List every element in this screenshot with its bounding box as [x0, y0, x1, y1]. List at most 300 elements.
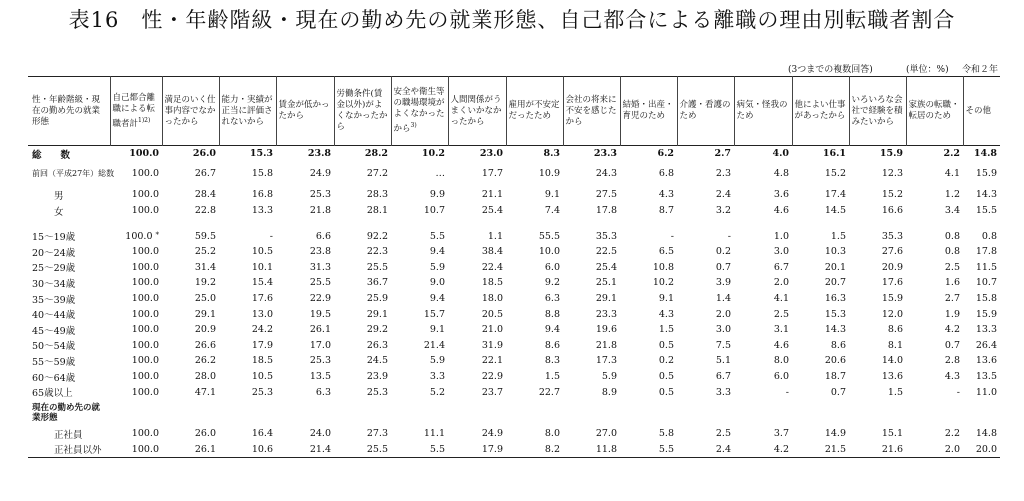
cell-value: 16.8	[251, 189, 273, 201]
cell-value: 1.6	[944, 277, 960, 289]
cell-value: 19.5	[309, 308, 331, 320]
cell-value: 23.3	[593, 148, 617, 160]
cell-value: 21.4	[423, 339, 445, 351]
cell-value: 17.4	[824, 189, 846, 201]
cell-value: 2.3	[715, 167, 731, 179]
cell-value: 100.0	[131, 324, 159, 336]
cell-value: 0.2	[715, 246, 731, 258]
cell-value: 18.5	[251, 355, 273, 367]
cell-value: 9.4	[429, 246, 445, 258]
row-label: 60～64歳	[32, 372, 76, 384]
table-row	[28, 384, 1000, 400]
cell-value: 17.3	[595, 355, 617, 367]
header-total: 自己都合離職による転職者計$^{1)2)}$	[110, 77, 162, 146]
cell-value: 15.1	[881, 428, 903, 440]
cell-value: 25.1	[595, 277, 617, 289]
cell-value: 21.8	[309, 205, 331, 217]
cell-value: 9.4	[544, 324, 560, 336]
cell-value: 3.9	[715, 277, 731, 289]
cell-value: 4.2	[944, 324, 960, 336]
cell-value: 8.9	[601, 386, 617, 398]
header-family-relocation: 家族の転職・転居のため	[906, 77, 963, 146]
table-row	[28, 166, 1000, 182]
cell-value: 21.1	[481, 189, 503, 201]
cell-value: 35.3	[595, 230, 617, 242]
cell-value: 3.4	[944, 205, 960, 217]
cell-value: 21.5	[792, 442, 849, 458]
row-label: 55～59歳	[32, 356, 76, 368]
row-label: 正社員	[54, 429, 83, 441]
cell-value: 22.5	[595, 246, 617, 258]
cell-value: 4.3	[944, 371, 960, 383]
cell-value: 5.5	[391, 442, 448, 458]
cell-value: 15.9	[975, 308, 997, 320]
cell-value: 13.3	[975, 324, 997, 336]
section-label: 現在の勤め先の就業形態	[32, 402, 101, 423]
cell-value: -	[727, 230, 731, 242]
row-label: 65歳以上	[32, 388, 73, 400]
cell-value: 13.5	[309, 371, 331, 383]
table-row	[28, 275, 1000, 291]
cell-value: 10.5	[251, 246, 273, 258]
cell-value: 3.0	[715, 324, 731, 336]
cell-value: 14.0	[881, 355, 903, 367]
cell-value: 100.0	[131, 355, 159, 367]
cell-value: 100.0	[131, 167, 159, 179]
table-row	[28, 442, 1000, 458]
cell-value: 11.5	[975, 261, 997, 273]
cell-value: 8.0	[544, 428, 560, 440]
cell-value: 17.9	[251, 339, 273, 351]
cell-value: 24.0	[309, 428, 331, 440]
cell-value: 8.2	[506, 442, 563, 458]
table-row	[28, 146, 1000, 162]
cell-value: 4.6	[773, 339, 789, 351]
cell-value: 28.0	[194, 371, 216, 383]
cell-value: 0.7	[944, 339, 960, 351]
cell-value: 20.1	[824, 261, 846, 273]
cell-value: 2.5	[773, 308, 789, 320]
cell-value: 1.2	[944, 189, 960, 201]
cell-value: 100.0	[110, 442, 162, 458]
cell-value: 10.0	[538, 246, 560, 258]
cell-value: 3.2	[715, 205, 731, 217]
cell-value: 1.5	[544, 371, 560, 383]
row-label: 男	[54, 190, 64, 202]
cell-value: 17.6	[251, 293, 273, 305]
cell-value: 26.0	[192, 148, 216, 160]
cell-value: 27.0	[595, 428, 617, 440]
note-year: 令和２年	[962, 65, 999, 75]
cell-value: 18.0	[481, 293, 503, 305]
header-unstable-employment: 雇用が不安定だったため	[506, 77, 563, 146]
cell-value: 92.2	[366, 230, 388, 242]
cell-value: 17.6	[881, 277, 903, 289]
cell-value: 14.9	[824, 428, 846, 440]
cell-value: 8.7	[658, 205, 674, 217]
cell-value: -	[956, 386, 960, 398]
cell-value: 10.3	[824, 246, 846, 258]
cell-value: 15.7	[423, 308, 445, 320]
cell-value: 3.3	[429, 371, 445, 383]
cell-value: 8.6	[830, 339, 846, 351]
cell-value: 12.3	[881, 167, 903, 179]
cell-value: 22.8	[194, 205, 216, 217]
cell-value: 8.3	[544, 355, 560, 367]
cell-value: 9.0	[429, 277, 445, 289]
cell-value: 12.0	[881, 308, 903, 320]
cell-value: 8.8	[544, 308, 560, 320]
cell-value: 28.2	[364, 148, 388, 160]
cell-value: 5.1	[715, 355, 731, 367]
cell-value: 0.5	[658, 339, 674, 351]
header-illness: 病気・怪我のため	[734, 77, 792, 146]
cell-value: 25.3	[366, 386, 388, 398]
cell-value: 15.3	[249, 148, 273, 160]
row-label: 総 数	[32, 149, 71, 161]
cell-value: -	[670, 230, 674, 242]
cell-value: 6.3	[544, 293, 560, 305]
cell-value: 15.9	[881, 293, 903, 305]
cell-value: 2.5	[715, 428, 731, 440]
cell-value: 4.3	[658, 189, 674, 201]
cell-value: 22.4	[481, 261, 503, 273]
header-experience: いろいろな会社で経験を積みたいから	[849, 77, 906, 146]
cell-value: 8.6	[887, 324, 903, 336]
row-label: 前回（平成27年）総数	[32, 168, 115, 178]
cell-value: 2.2	[944, 428, 960, 440]
cell-value: 4.1	[944, 167, 960, 179]
cell-value: 17.9	[448, 442, 506, 458]
cell-value: 29.1	[194, 308, 216, 320]
cell-value: 3.7	[773, 428, 789, 440]
cell-value: 0.8	[981, 230, 997, 242]
table-row	[28, 187, 1000, 203]
cell-value: 15.3	[824, 308, 846, 320]
cell-value: 25.3	[309, 355, 331, 367]
cell-value: 4.1	[773, 293, 789, 305]
cell-value: 5.9	[429, 261, 445, 273]
row-label: 45～49歳	[32, 325, 76, 337]
cell-value: 10.9	[538, 167, 560, 179]
cell-value: 25.0	[194, 293, 216, 305]
cell-value: 2.0	[715, 308, 731, 320]
cell-value: 26.6	[194, 339, 216, 351]
cell-value: 5.2	[429, 386, 445, 398]
cell-value: 26.1	[162, 442, 219, 458]
cell-value: 6.7	[715, 371, 731, 383]
cell-value: 19.2	[194, 277, 216, 289]
cell-value: 36.7	[366, 277, 388, 289]
footnote-mark: *	[155, 230, 159, 239]
page-title: 表16 性・年齢階級・現在の勤め先の就業形態、自己都合による離職の理由別転職者割合	[68, 8, 956, 32]
cell-value: 23.0	[479, 148, 503, 160]
cell-value: 1.0	[773, 230, 789, 242]
cell-value: 8.1	[887, 339, 903, 351]
cell-value: 2.4	[677, 442, 734, 458]
row-label: 30～34歳	[32, 278, 76, 290]
cell-value: 0.8	[944, 230, 960, 242]
header-low-wage: 賃金が低かったから	[276, 77, 334, 146]
cell-value: 28.3	[366, 189, 388, 201]
table-row	[28, 306, 1000, 322]
cell-value: 8.6	[544, 339, 560, 351]
cell-value: 26.3	[366, 339, 388, 351]
cell-value: 13.5	[975, 371, 997, 383]
cell-value: 9.1	[658, 293, 674, 305]
table-row	[28, 322, 1000, 338]
cell-value: 15.2	[824, 167, 846, 179]
cell-value: 31.9	[481, 339, 503, 351]
cell-value: 13.6	[881, 371, 903, 383]
cell-value: 3.0	[773, 246, 789, 258]
cell-value: 35.3	[881, 230, 903, 242]
cell-value: 100.0	[131, 293, 159, 305]
cell-value: 25.4	[595, 261, 617, 273]
cell-value: 0.7	[830, 386, 846, 398]
cell-value: 1.5	[830, 230, 846, 242]
cell-value: 2.4	[715, 189, 731, 201]
cell-value: 0.5	[658, 371, 674, 383]
cell-value: 24.9	[481, 428, 503, 440]
cell-value: 1.4	[715, 293, 731, 305]
cell-value: 22.7	[538, 386, 560, 398]
header-job-content: 満足のいく仕事内容でなかったから	[162, 77, 219, 146]
row-label: 正社員以外	[28, 442, 110, 458]
cell-value: 2.0	[773, 277, 789, 289]
cell-value: 17.8	[975, 246, 997, 258]
cell-value: 26.7	[194, 167, 216, 179]
row-label: 15～19歳	[32, 232, 76, 244]
cell-value: 5.8	[658, 428, 674, 440]
cell-value: 26.2	[194, 355, 216, 367]
cell-value: -	[269, 230, 273, 242]
cell-value: 100.0	[131, 189, 159, 201]
cell-value: 10.7	[975, 277, 997, 289]
row-label: 35～39歳	[32, 294, 76, 306]
header-relationships: 人間関係がうまくいかなかったから	[448, 77, 506, 146]
cell-value: 4.2	[734, 442, 792, 458]
cell-value: 4.6	[773, 205, 789, 217]
cell-value: 5.5	[429, 230, 445, 242]
header-row	[28, 77, 1000, 146]
cell-value: 10.2	[652, 277, 674, 289]
cell-value: 5.9	[601, 371, 617, 383]
cell-value: 23.8	[307, 148, 331, 160]
cell-value: 20.6	[824, 355, 846, 367]
table-row	[28, 353, 1000, 369]
cell-value: 6.0	[773, 371, 789, 383]
cell-value: 20.9	[881, 261, 903, 273]
cell-value: 1.1	[487, 230, 503, 242]
cell-value: 6.3	[315, 386, 331, 398]
cell-value: -	[785, 386, 789, 398]
cell-value: 55.5	[538, 230, 560, 242]
cell-value: 15.2	[881, 189, 903, 201]
cell-value: 18.7	[824, 371, 846, 383]
header-other: その他	[963, 77, 1000, 146]
cell-value: 29.2	[366, 324, 388, 336]
row-label: 20～24歳	[32, 247, 76, 259]
cell-value: 15.8	[975, 293, 997, 305]
cell-value: 6.7	[773, 261, 789, 273]
cell-value: 14.5	[824, 205, 846, 217]
cell-value: 24.5	[366, 355, 388, 367]
cell-value: 11.1	[423, 428, 445, 440]
cell-value: 26.0	[194, 428, 216, 440]
cell-value: 100.0	[131, 261, 159, 273]
cell-value: 16.6	[881, 205, 903, 217]
header-company-future: 会社の将来に不安を感じたから	[563, 77, 620, 146]
table-row	[28, 369, 1000, 385]
cell-value: 25.2	[194, 246, 216, 258]
table-row	[28, 338, 1000, 354]
cell-value: 5.5	[620, 442, 677, 458]
cell-value: 100.0	[131, 339, 159, 351]
note-unit: (単位：%)	[906, 65, 949, 75]
cell-value: 7.5	[715, 339, 731, 351]
cell-value: 59.5	[194, 230, 216, 242]
cell-value: 31.3	[309, 261, 331, 273]
cell-value: 9.9	[429, 189, 445, 201]
cell-value: 13.0	[251, 308, 273, 320]
header-environment: 安全や衛生等の職場環境がよくなかったから$^{3)}$	[391, 77, 448, 146]
cell-value: 9.1	[429, 324, 445, 336]
cell-value: 29.1	[595, 293, 617, 305]
cell-value: 15.9	[879, 148, 903, 160]
cell-value: 17.8	[595, 205, 617, 217]
cell-value: 16.3	[824, 293, 846, 305]
cell-value: 2.0	[906, 442, 963, 458]
cell-value: 19.6	[595, 324, 617, 336]
cell-value: 100.0	[131, 371, 159, 383]
header-evaluation: 能力・実績が正当に評価されないから	[219, 77, 276, 146]
cell-value: 26.4	[975, 339, 997, 351]
cell-value: 10.1	[251, 261, 273, 273]
cell-value: 14.3	[824, 324, 846, 336]
cell-value: 100.0	[131, 428, 159, 440]
header-better-job: 他によい仕事があったから	[792, 77, 849, 146]
cell-value: 14.8	[973, 148, 997, 160]
cell-value: 6.0	[544, 261, 560, 273]
cell-value: 23.8	[309, 246, 331, 258]
cell-value: 16.4	[251, 428, 273, 440]
cell-value: 5.9	[429, 355, 445, 367]
cell-value: 10.7	[423, 205, 445, 217]
cell-value: 2.2	[943, 148, 960, 160]
cell-value: 17.0	[309, 339, 331, 351]
cell-value: 25.3	[251, 386, 273, 398]
table-row	[28, 244, 1000, 260]
cell-value: 16.1	[822, 148, 846, 160]
cell-value: 17.7	[481, 167, 503, 179]
cell-value: 21.0	[481, 324, 503, 336]
cell-value: 2.5	[944, 261, 960, 273]
cell-value: 25.3	[309, 189, 331, 201]
cell-value: 6.6	[315, 230, 331, 242]
cell-value: 15.9	[975, 167, 997, 179]
cell-value: 25.5	[366, 261, 388, 273]
row-label: 40～44歳	[32, 310, 76, 322]
cell-value: 25.4	[481, 205, 503, 217]
table-row	[28, 260, 1000, 276]
cell-value: 22.1	[481, 355, 503, 367]
cell-value: 6.8	[658, 167, 674, 179]
row-label: 女	[54, 206, 64, 218]
cell-value: 11.8	[563, 442, 620, 458]
cell-value: 3.6	[773, 189, 789, 201]
cell-value: 31.4	[194, 261, 216, 273]
cell-value: 20.9	[194, 324, 216, 336]
cell-value: 13.3	[251, 205, 273, 217]
cell-value: 23.3	[595, 308, 617, 320]
cell-value: 10.8	[652, 261, 674, 273]
cell-value: 14.8	[975, 428, 997, 440]
cell-value: 25.5	[309, 277, 331, 289]
cell-value: 9.4	[429, 293, 445, 305]
cell-value: 15.5	[975, 205, 997, 217]
cell-value: 100.0	[131, 277, 159, 289]
cell-value: 22.9	[309, 293, 331, 305]
cell-value: 15.8	[251, 167, 273, 179]
cell-value: 10.2	[421, 148, 445, 160]
cell-value: 28.4	[194, 189, 216, 201]
cell-value: 1.5	[658, 324, 674, 336]
cell-value: 0.8	[944, 246, 960, 258]
cell-value: 100.0	[131, 308, 159, 320]
header-category: 性・年齢階級・現在の勤め先の就業形態	[32, 94, 101, 127]
row-label: 25～29歳	[32, 263, 76, 275]
cell-value: …	[435, 167, 445, 179]
cell-value: 100.0 *	[125, 230, 159, 242]
cell-value: 1.5	[887, 386, 903, 398]
cell-value: 8.0	[773, 355, 789, 367]
cell-value: 0.2	[658, 355, 674, 367]
header-nursing-care: 介護・看護のため	[677, 77, 734, 146]
cell-value: 10.6	[219, 442, 276, 458]
cell-value: 9.2	[544, 277, 560, 289]
cell-value: 24.3	[595, 167, 617, 179]
cell-value: 2.7	[944, 293, 960, 305]
cell-value: 2.7	[714, 148, 731, 160]
cell-value: 100.0	[129, 148, 159, 160]
cell-value: 18.5	[481, 277, 503, 289]
cell-value: 20.7	[824, 277, 846, 289]
cell-value: 27.2	[366, 167, 388, 179]
cell-value: 3.1	[773, 324, 789, 336]
cell-value: 26.1	[309, 324, 331, 336]
header-marriage-childcare: 結婚・出産・育児のため	[620, 77, 677, 146]
data-table	[28, 76, 1000, 458]
cell-value: 14.3	[975, 189, 997, 201]
table-row	[28, 291, 1000, 307]
cell-value: 1.9	[944, 308, 960, 320]
cell-value: 47.1	[194, 386, 216, 398]
cell-value: 2.8	[944, 355, 960, 367]
cell-value: 25.9	[366, 293, 388, 305]
cell-value: 22.9	[481, 371, 503, 383]
table-row	[28, 203, 1000, 219]
cell-value: 38.4	[481, 246, 503, 258]
cell-value: 23.7	[481, 386, 503, 398]
cell-value: 4.8	[773, 167, 789, 179]
cell-value: 29.1	[366, 308, 388, 320]
cell-value: 3.3	[715, 386, 731, 398]
cell-value: 21.8	[595, 339, 617, 351]
cell-value: 4.3	[658, 308, 674, 320]
cell-value: 27.6	[881, 246, 903, 258]
cell-value: 6.5	[658, 246, 674, 258]
